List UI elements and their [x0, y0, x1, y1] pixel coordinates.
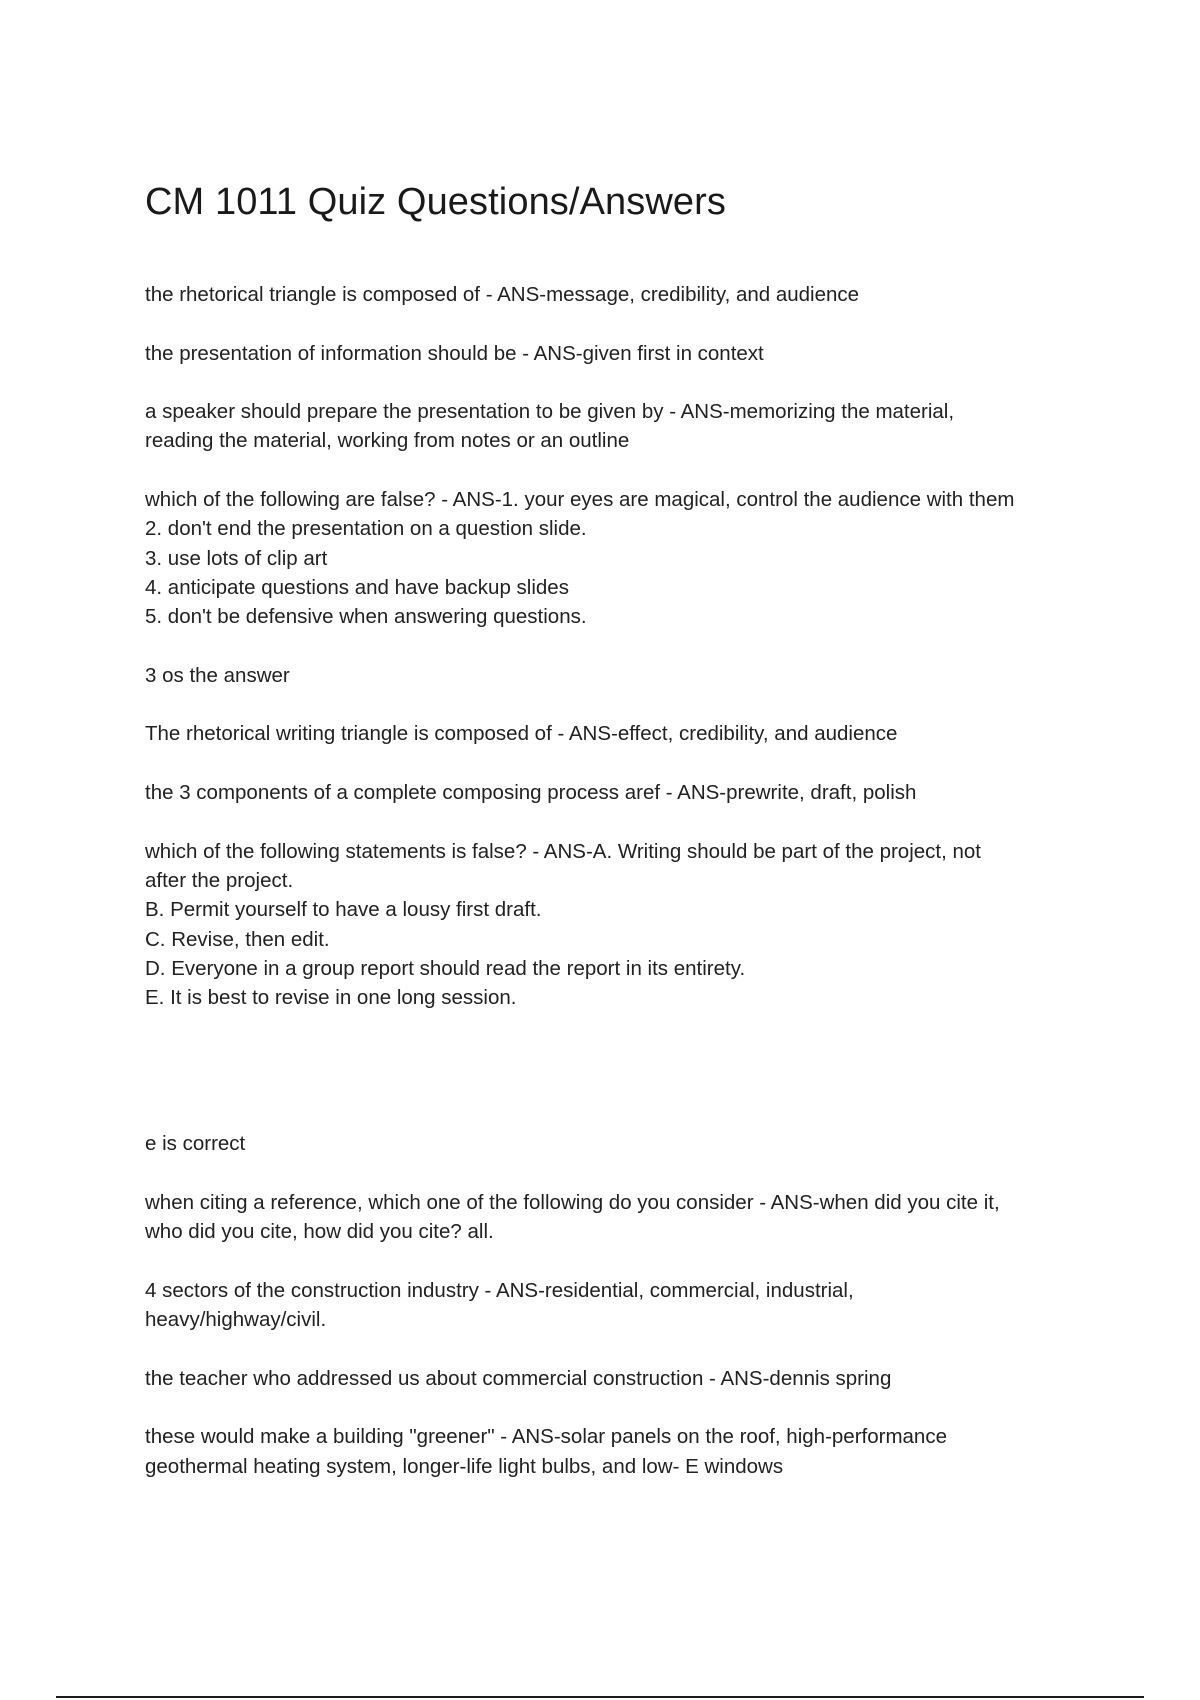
qa-entry [145, 661, 1095, 690]
entry-line: which of the following statements is false? - ANS-A. Writing should be part of the project, not [145, 839, 981, 863]
qa-entry [145, 837, 1095, 1013]
entry-line: reading the material, working from notes or an outline [145, 429, 630, 453]
qa-entry [145, 339, 1095, 368]
entry-line: the 3 components of a complete composing process aref - ANS-prewrite, draft, polish [145, 781, 917, 805]
entry-line: 4 sectors of the construction industry - ANS-residential, commercial, industrial, [145, 1278, 854, 1302]
qa-list [145, 280, 1095, 1510]
entry-line: 3. use lots of clip art [145, 546, 328, 570]
entry-line: D. Everyone in a group report should read the report in its entirety. [145, 956, 746, 980]
entry-line: 4. anticipate questions and have backup slides [145, 575, 569, 599]
qa-entry [145, 1422, 1095, 1481]
qa-entry [145, 1364, 1095, 1393]
document-title: CM 1011 Quiz Questions/Answers [145, 181, 726, 223]
entry-line: the rhetorical triangle is composed of - ANS-message, credibility, and audience [145, 283, 860, 306]
qa-entry [145, 1129, 1095, 1158]
entry-line: C. Revise, then edit. [145, 927, 330, 951]
qa-entry [145, 1188, 1095, 1247]
entry-line: 2. don't end the presentation on a question slide. [145, 517, 587, 541]
entry-line: B. Permit yourself to have a lousy first draft. [145, 898, 542, 922]
entry-line: the teacher who addressed us about commercial construction - ANS-dennis spring [145, 1366, 892, 1390]
entry-line: when citing a reference, which one of the following do you consider - ANS-when did you cite it, [145, 1191, 1000, 1215]
entry-line: who did you cite, how did you cite? all. [145, 1220, 494, 1244]
qa-entry [145, 719, 1095, 748]
qa-entry [145, 397, 1095, 456]
qa-entry [145, 485, 1095, 631]
qa-entry [145, 280, 1095, 309]
entry-line: these would make a building "greener" - ANS-solar panels on the roof, high-performance [145, 1425, 947, 1449]
entry-line: E. It is best to revise in one long session. [145, 986, 517, 1010]
entry-line: after the project. [145, 868, 294, 892]
entry-line: 3 os the answer [145, 663, 290, 687]
entry-line: the presentation of information should be - ANS-given first in context [145, 341, 764, 365]
entry-line: heavy/highway/civil. [145, 1308, 327, 1332]
qa-entry [145, 778, 1095, 807]
entry-line: geothermal heating system, longer-life light bulbs, and low- E windows [145, 1454, 784, 1478]
entry-line: a speaker should prepare the presentation to be given by - ANS-memorizing the material, [145, 400, 955, 424]
footer-divider [56, 1696, 1144, 1698]
qa-entry [145, 1276, 1095, 1335]
entry-line: The rhetorical writing triangle is composed of - ANS-effect, credibility, and audience [145, 722, 898, 746]
entry-line: which of the following are false? - ANS-1. your eyes are magical, control the audience with them [145, 488, 1015, 512]
entry-line: 5. don't be defensive when answering questions. [145, 605, 587, 629]
entry-line: e is correct [145, 1132, 246, 1156]
